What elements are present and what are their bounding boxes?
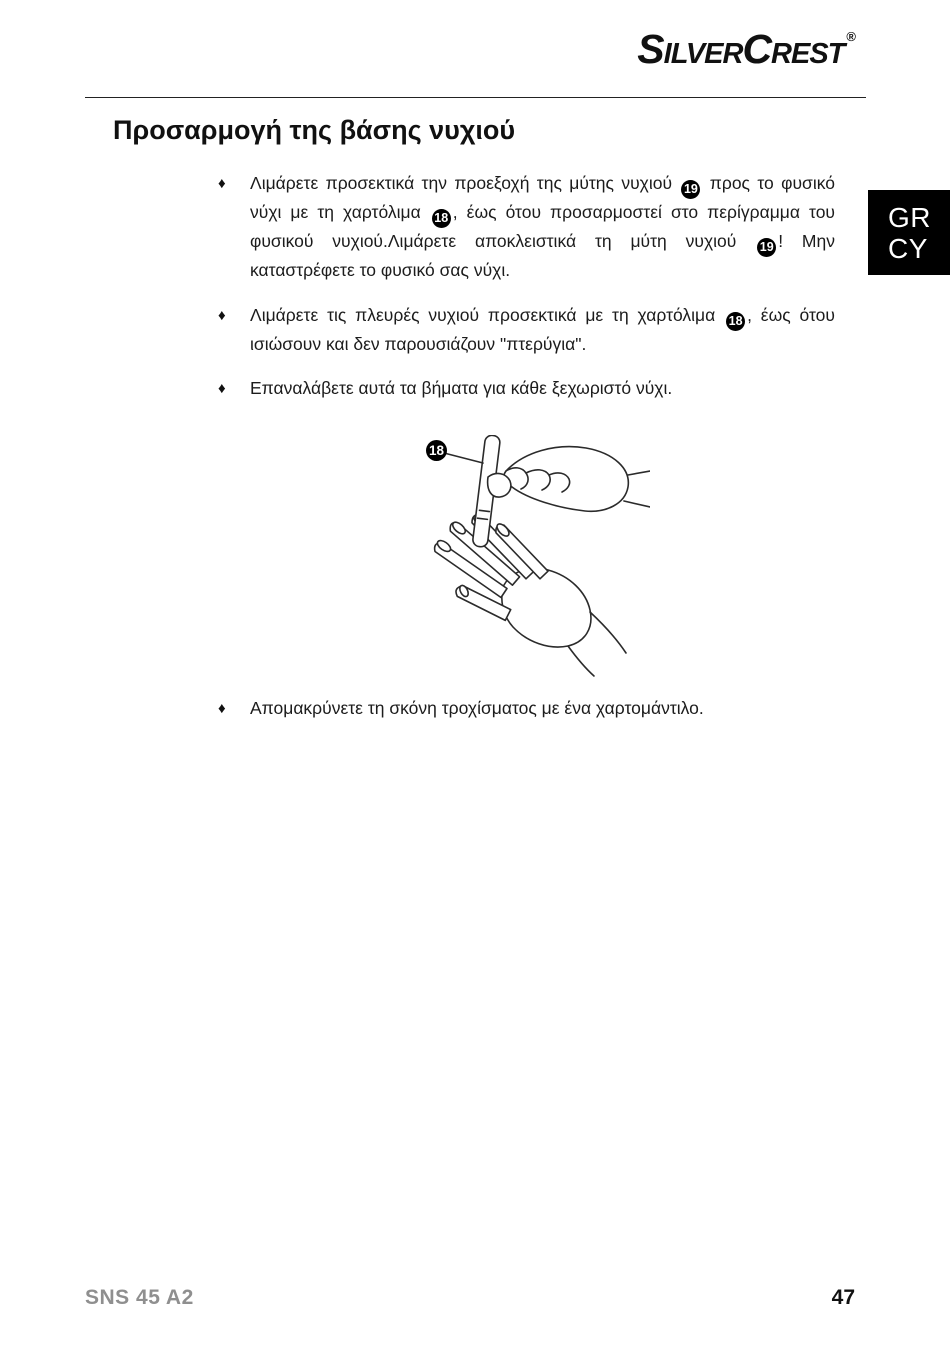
bullet-text: Απομακρύνετε τη σκόνη τροχίσματος με ένα χαρτομάντιλο. <box>250 697 704 718</box>
page-content <box>113 97 835 739</box>
callout-number-badge: 19 <box>757 238 776 257</box>
region-code-gr: GR <box>888 201 931 233</box>
callout-pointer-line <box>444 453 483 463</box>
section-heading: Προσαρμογή της βάσης νυχιού <box>113 115 516 145</box>
page-header <box>0 0 950 97</box>
region-tab <box>868 190 950 275</box>
callout-number-badge: 19 <box>681 180 700 199</box>
page-footer <box>85 1286 855 1310</box>
bullet-text: Λιμάρετε προσεκτικά την προεξοχή της μύτης νυχιού 19 προς το φυσικό νύχι με τη χαρτόλιμα 18 , έως ότου προσαρμοστεί στο περίγραμμα του φυσικού νυχιού.Λιμάρετε αποκλειστικά τη μύτη νυχιού 19 ! Μην καταστρέφετε το φυσικό σας νύχι. <box>250 173 835 280</box>
bullet-item <box>218 302 835 359</box>
holding-hand-arm-bottom <box>624 501 650 507</box>
holding-hand-thumb <box>488 473 511 497</box>
callout-number-badge: 18 <box>726 312 745 331</box>
region-code-cy: CY <box>888 232 928 264</box>
instruction-list-bottom <box>113 695 835 723</box>
diamond-bullet-icon: ♦ <box>218 306 226 324</box>
brand-logo <box>637 26 855 73</box>
holding-hand-back <box>504 446 628 511</box>
hands-nail-file-illustration <box>400 435 650 680</box>
lower-hand-wrist <box>568 646 594 676</box>
lower-hand-wrist2 <box>590 612 626 653</box>
bullet-text: Επαναλάβετε αυτά τα βήματα για κάθε ξεχωριστό νύχι. <box>250 378 673 398</box>
bullet-text: Λιμάρετε τις πλευρές νυχιού προσεκτικά με τη χαρτόλιμα 18 , έως ότου ισιώσουν και δεν παρουσιάζουν "πτερύγια". <box>250 304 835 354</box>
holding-hand-arm-top <box>628 471 650 475</box>
instruction-list-top <box>113 170 835 403</box>
model-number: SNS 45 A2 <box>85 1286 194 1309</box>
bullet-item <box>218 375 835 403</box>
brand-logo-text: SilverCrest <box>637 26 845 72</box>
diamond-bullet-icon: ♦ <box>218 175 226 192</box>
diamond-bullet-icon: ♦ <box>218 699 226 717</box>
diamond-bullet-icon: ♦ <box>218 380 226 397</box>
callout-number-badge: 18 <box>432 209 451 228</box>
illustration-figure <box>400 435 652 681</box>
registered-trademark-icon: ® <box>846 29 855 44</box>
page-number: 47 <box>831 1286 855 1309</box>
bullet-item <box>218 170 835 285</box>
bullet-item <box>218 695 835 723</box>
figure-callout-badge: 18 <box>426 440 447 461</box>
